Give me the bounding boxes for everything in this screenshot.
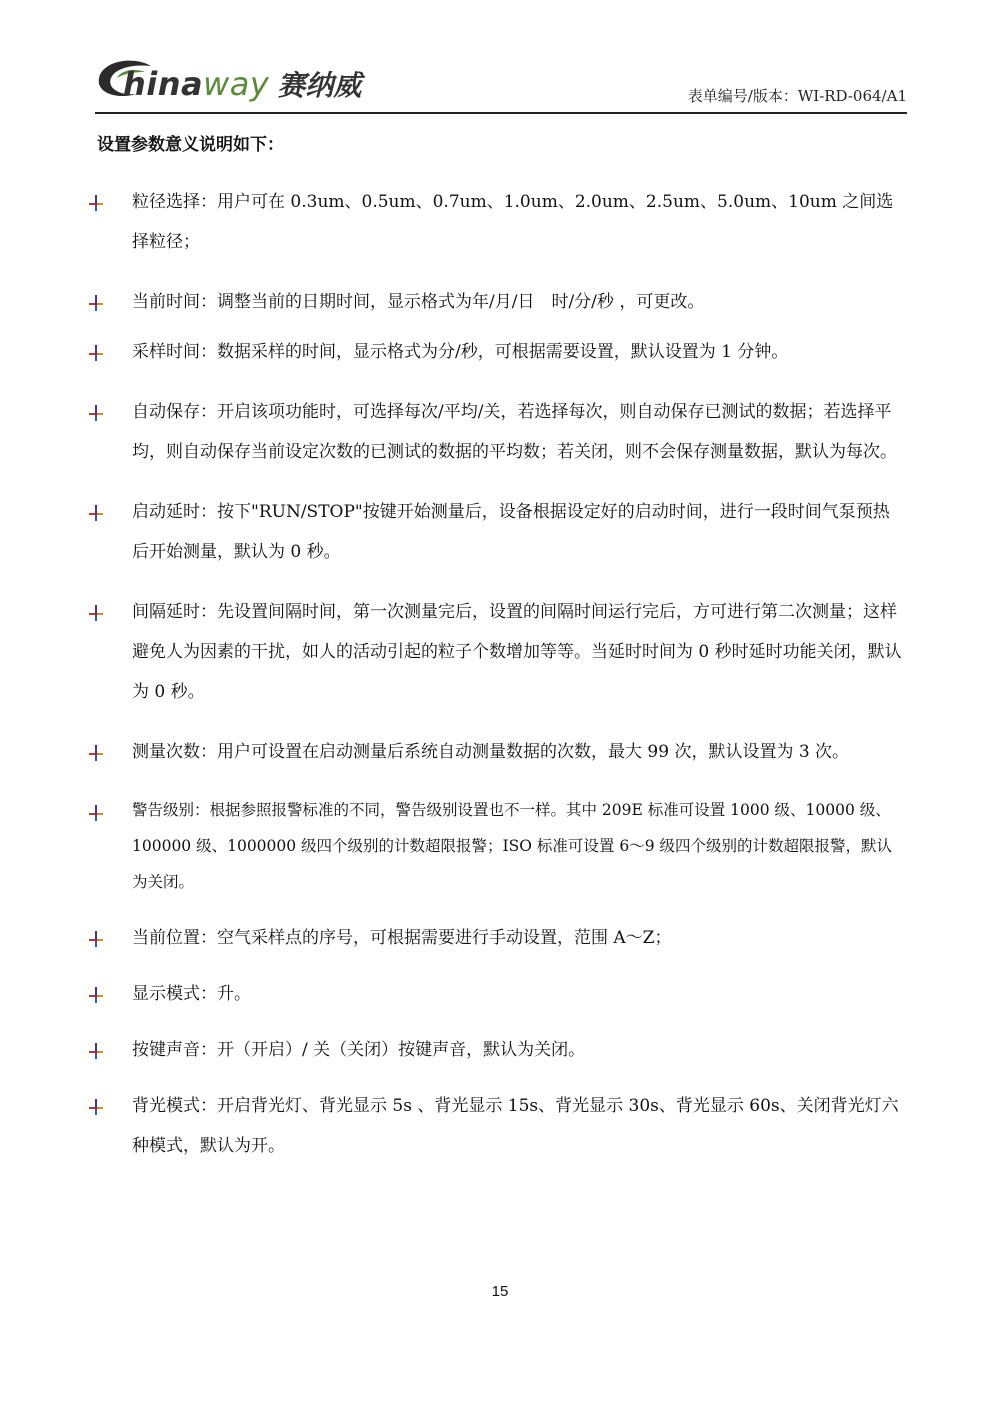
logo-latin-text: hinaway <box>123 65 270 103</box>
list-item <box>86 592 906 712</box>
item-text: 当前时间：调整当前的日期时间，显示格式为年/月/日 时/分/秒 ，可更改。 <box>132 292 705 312</box>
list-item <box>86 1086 906 1166</box>
bullet-icon <box>86 403 106 423</box>
list-item <box>86 1030 906 1070</box>
item-text: 警告级别：根据参照报警标准的不同，警告级别设置也不一样。其中 209E 标准可设置 1000 级、10000 级、100000 级、1000000 级四个级别的计数超限报警；ISO 标准可设置 6～9 级四个级别的计数超限报警，默认为关闭。 <box>132 801 893 891</box>
bullet-icon <box>86 293 106 313</box>
item-text: 粒径选择：用户可在 0.3um、0.5um、0.7um、1.0um、2.0um、2.5um、5.0um、10um 之间选择粒径； <box>132 192 894 252</box>
bullet-icon <box>86 743 106 763</box>
item-text: 采样时间：数据采样的时间，显示格式为分/秒，可根据需要设置，默认设置为 1 分钟。 <box>132 342 789 362</box>
header-divider <box>95 112 907 114</box>
bullet-icon <box>86 503 106 523</box>
page-header <box>95 52 907 114</box>
company-logo <box>95 54 361 110</box>
list-item <box>86 732 906 772</box>
item-text: 按键声音：开（开启）/ 关（关闭）按键声音，默认为关闭。 <box>132 1040 586 1060</box>
page-number: 15 <box>491 1283 509 1300</box>
list-item <box>86 792 906 900</box>
list-item <box>86 282 906 322</box>
item-text: 当前位置：空气采样点的序号，可根据需要进行手动设置，范围 A～Z； <box>132 928 672 948</box>
list-item <box>86 332 906 372</box>
list-item <box>86 182 906 262</box>
bullet-icon <box>86 929 106 949</box>
list-item <box>86 974 906 1014</box>
bullet-icon <box>86 985 106 1005</box>
list-item <box>86 392 906 472</box>
item-text: 背光模式：开启背光灯、背光显示 5s 、背光显示 15s、背光显示 30s、背光显示 60s、关闭背光灯六种模式，默认为开。 <box>132 1096 899 1156</box>
item-text: 测量次数：用户可设置在启动测量后系统自动测量数据的次数，最大 99 次，默认设置为 3 次。 <box>132 742 850 762</box>
list-item <box>86 918 906 958</box>
form-number: 表单编号/版本：WI-RD-064/A1 <box>687 87 907 105</box>
item-text: 启动延时：按下"RUN/STOP"按键开始测量后，设备根据设定好的启动时间，进行一段时间气泵预热后开始测量，默认为 0 秒。 <box>132 502 890 562</box>
list-item <box>86 492 906 572</box>
item-text: 显示模式：升。 <box>132 984 251 1004</box>
bullet-icon <box>86 343 106 363</box>
bullet-icon <box>86 193 106 213</box>
bullet-icon <box>86 803 106 823</box>
section-title: 设置参数意义说明如下： <box>97 135 284 155</box>
bullet-icon <box>86 1041 106 1061</box>
bullet-icon <box>86 603 106 623</box>
parameter-list <box>86 182 906 1166</box>
item-text: 间隔延时：先设置间隔时间，第一次测量完后，设置的间隔时间运行完后，方可进行第二次测量；这样避免人为因素的干扰，如人的活动引起的粒子个数增加等等。当延时时间为 0 秒时延时功能关闭，默认为 0 秒。 <box>132 602 902 702</box>
logo-chinese-text: 赛纳威 <box>277 69 362 102</box>
bullet-icon <box>86 1097 106 1117</box>
item-text: 自动保存：开启该项功能时，可选择每次/平均/关，若选择每次，则自动保存已测试的数据；若选择平均，则自动保存当前设定次数的已测试的数据的平均数；若关闭，则不会保存测量数据，默认为每次。 <box>132 402 897 462</box>
